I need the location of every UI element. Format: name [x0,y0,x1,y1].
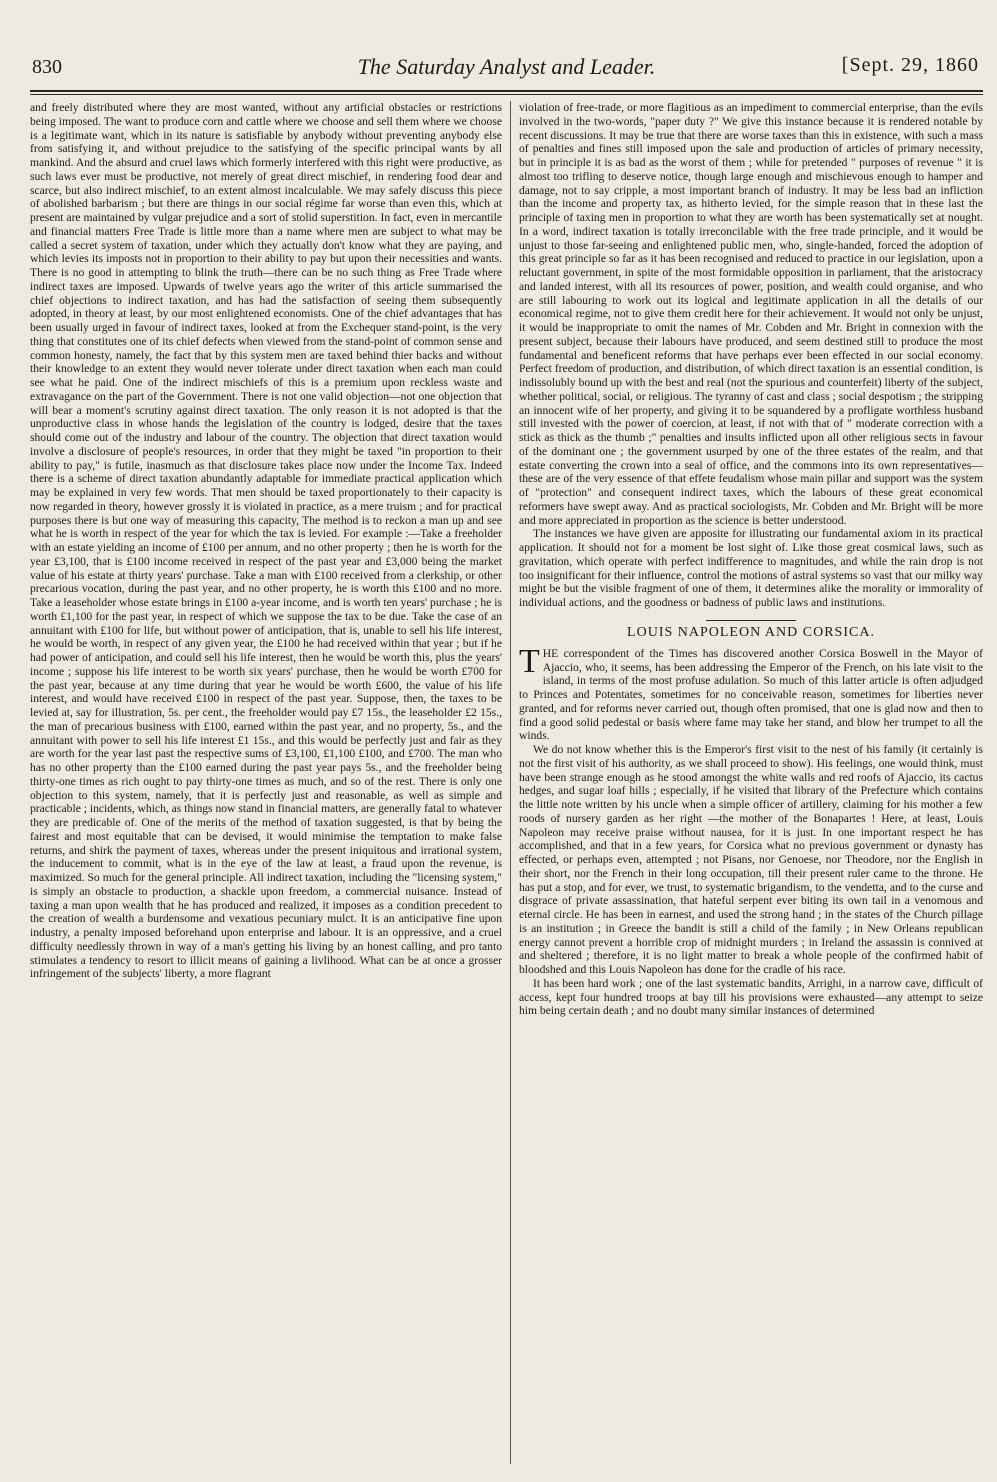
left-paragraph-1: and freely distributed where they are most wanted, without any artificial obstacles or restrictions being imposed. The want to produce corn and cattle where we choose and sell them where we choose is a legitimate want, which in its nature is satisfiable by anybody without preventing anybody else from satisfying it, and without prejudice to the satisfying of the specific principal wants by all mankind. And the absurd and cruel laws which formerly interfered with this right were productive, as such laws ever must be productive, not merely of great direct mischief, in rendering food dear and scarce, but also indirect mischief, to an extent almost incalculable. We may safely discuss this piece of abolished barbarism ; but there are things in our social régime far worse than even this, which at present are maintained by vulgar prejudice and a sort of stolid superstition. In fact, even in mercantile and financial matters Free Trade is little more than a name where men are subject to what may be called a secret system of taxation, under which they actually don't know what they are paying, and which levies its imposts not in proportion to their ability to pay but upon their necessities and wants. There is no good in attempting to blink the truth—there can be no such thing as Free Trade where indirect taxes are imposed. Upwards of twelve years ago the writer of this article summarised the chief objections to indirect taxation, and has had the satisfaction of seeing them subsequently adopted, in theory at least, by our most enlightened economists. One of the chief advantages that has been usually urged in favour of indirect taxes, looked at from the Exchequer stand-point, is the very thing that constitutes one of its chief defects when viewed from the stand-point of common sense and common honesty, namely, the fact that by this system men are taxed behind thier backs and without their knowledge to an extent they would never tolerate under direct taxation when each man could see what he paid. One of the indirect mischiefs of this is a premium upon reckless waste and extravagance on the part of the Government. There is not one valid objection—not one objection that will bear a moment's scrutiny against direct taxation. The only reason it is not adopted is that the unproductive class in whose hands the legislation of the country is lodged, desire that the taxes should come out of the industry and labour of the country. The objection that direct taxation would involve a disclosure of people's resources, in order that they might be taxed "in proportion to their ability to pay," is futile, inasmuch as that disclosure takes place now under the Income Tax. Indeed there is a scheme of direct taxation abundantly adaptable for immediate practical application which may be explained in very few words. That men should be taxed proportionately to their capacity is now regarded in theory, however grossly it is violated in practice, as a mere truism ; and for practical purposes there is but one way of measuring this capacity, The method is to reckon a man up and see what he is worth in respect of the year for which the tax is levied. For example :—Take a freeholder with an estate yielding an income of £100 per annum, and no other property ; then he is worth for the year £3,100, that is £100 income received in respect of the past year and £3,000 being the market value of his estate at thirty years' purchase. Take a man with £100 received from a clerkship, or other precarious vocation, during the past year, and no other property, he is worth this £100 and no more. Take a leaseholder whose estate brings in £100 a-year income, and is worth ten years' purchase ; he is worth £1,100 for the past year, in respect of which we suppose the tax to be due. Take the case of an annuitant with £100 for life, but without power of anticipation, that is, unable to sell his life interest, he would be worth, in respect of any given year, the £100 he had received within that year ; but if he had power of anticipation, and could sell his life interest, then he would be worth this, plus the years' income ; suppose his life interest to be worth six years' purchase, then he would be worth £700 for the past year, because at any time during that year he would be worth £600, the value of his life interest, and would have received £100 in respect of the past year. Suppose, then, the taxes to be levied at, say for illustration, 5s. per cent., the freeholder would pay £7 15s., the leaseholder £2 15s., the man of precarious business with £100, earned within the past year, and no property, 5s., and the annuitant with power to sell his life interest £1 15s., and this would be perfectly just and fair as they are worth for the year last past the respective sums of £3,100, £1,100 £100, and £700. The man who has no other property than the £100 earned during the past year pays 5s., and the freeholder being thirty-one times as rich ought to pay thirty-one times as much, and so of the rest. There is only one objection to this system, namely, that it is perfectly just and reasonable, as well as simple and practicable ; incidents, which, as things now stand in financial matters, are generally fatal to whatever they are predicable of. One of the merits of the method of taxation suggested, is that by being the fairest and most equitable that can be devised, it would minimise the temptation to make false returns, and shirk the payment of taxes, whereas under the present iniquitous and irrational system, the inducement to commit, what is in the eye of the law at least, a fraud upon the revenue, is maximized. So much for the general principle. All indirect taxation, including the "licensing system," is simply an obstacle to production, a shackle upon freedom, a commercial nuisance. Instead of taxing a man upon wealth that he has produced and realized, it imposes as a condition precedent to the creation of wealth a burdensome and vexatious pecuniary mulct. It is an anticipative fine upon industry, a penalty imposed beforehand upon enterprise and labour. It is an oppressive, and a cruel difficulty needlessly thrown in way of a man's getting his living by an honest calling, and pro tanto stimulates a tendency to resort to illicit means of gaining a livlihood. What can be at once a grosser infringement of the subjects' liberty, a more flagrant [30,101,502,981]
article-paragraph-1-text: HE correspondent of the Times has discovered another Corsica Boswell in the Mayor of Ajaccio, who, it seems, has been addressing the Emperor of the French, on his late visit to the island, in terms of the most profuse adulation. So much of this latter article is often adjudged to Princes and Potentates, sometimes for no conceivable reason, sometimes for liberties never granted, and for reforms never carried out, though often promised, that one is glad now and then to find a good solid pedestal or basis where fame may take her stand, and blow her trumpet to all the winds. [519,646,983,743]
right-column [519,101,983,1464]
header-rule [30,90,983,95]
drop-cap: T [519,642,540,680]
article-paragraph-2: We do not know whether this is the Emperor's first visit to the nest of his family (it certainly is not the first visit of his authority, as we shall proceed to show). His feelings, one would think, must have been strange enough as he stood amongst the white walls and red roofs of Ajaccio, its cactus hedges, and sugar loaf hills ; especially, if he visited that library of the Prefecture which contains the little note written by his uncle when a simple officer of artillery, claiming for his mother a few roods of nursery garden as her right —the mother of the Bonapartes ! Here, at least, Louis Napoleon may receive praise without nausea, for it is just. In one important respect he has accomplished, and that in a few years, for Corsica what no previous government or dynasty has effected, or perhaps even, attempted ; not Pisans, nor Genoese, nor Theodore, nor the English in their short, nor the French in their long occupation, till their present ruler came to the throne. He has put a stop, and for ever, we trust, to systematic brigandism, to the vendetta, and to the curse and disgrace of private assassination, that hateful serpent ever biting its own tail in a venomous and eternal circle. He has been in earnest, and used the strong hand ; in the states of the Church pillage is an institution ; in Greece the bandit is still a child of the family ; in New Orleans republican energy cannot prevent a horrible crop of midnight murders ; in Ireland the assassin is connived at and sheltered ; therefore, it is no light matter to break a whole people of the confirmed habit of bloodshed and this Louis Napoleon has done for the cradle of his race. [519,743,983,976]
publication-title: The Saturday Analyst and Leader. [357,54,656,79]
text-columns [30,101,983,1464]
article-separator [706,620,796,621]
article-heading: LOUIS NAPOLEON AND CORSICA. [627,624,875,640]
page-number: 830 [32,56,62,78]
issue-date: [Sept. 29, 1860 [841,54,979,76]
left-column [30,101,502,1464]
article-paragraph-1 [519,642,983,743]
column-divider [510,101,511,1464]
right-paragraph-2: The instances we have given are apposite for illustrating our fundamental axiom in its practical application. It should not for a moment be lost sight of. Like those great cosmical laws, such as gravitation, which operate with perfect indifference to magnitudes, and while the rain drop is not too insignificant for their influence, control the motions of astral systems so vast that our milky way might be but the visible fragment of one of them, it determines alike the morality or immorality of individual actions, and the goodness or badness of public laws and institutions. [519,527,983,609]
article-paragraph-3: It has been hard work ; one of the last systematic bandits, Arrighi, in a narrow cave, difficult of access, kept four hundred troops at bay till his provisions were exhausted—any attempt to seize him being certain death ; and no doubt many similar instances of determined [519,976,983,1018]
right-paragraph-1: violation of free-trade, or more flagitious as an impediment to commercial enterprise, than the evils involved in the two-words, "paper duty ?" We give this instance because it is rendered notable by recent discussions. It may be true that there are worse taxes than this in existence, with such a mass of penalties and fines still imposed upon the sale and production of articles of primary necessity, but in principle it is as bad as the worst of them ; while for pretended " purposes of revenue " it is almost too trifling to deserve notice, though large enough and mischievous enough to hamper and damage, not to say cripple, a most important branch of industry. It may be less bad an infliction than the income and property tax, as hitherto levied, for the simple reason that in these last the principle of taxing men in proportion to what they are worth has been systematically set at nought. In a word, indirect taxation is totally irreconcilable with the free trade principle, and it would be unjust to those far-seeing and enlightened public men, who, single-handed, forced the adoption of this great principle so far as it has been recognised and reduced to practice in our legislation, upon a reluctant government, in spite of the most formidable opposition in parliament, that the aristocracy and landed interest, with all its resources of power, position, and wealth could organise, and who are still labouring to work out its logical and legitimate application in all the details of our economical regime, not to give them credit here for their achievement. It would not only be unjust, it would be inappropriate to omit the names of Mr. Cobden and Mr. Bright in connexion with the present subject, because their labours have produced, and seem destined still to produce the most fundamental and beneficent reforms that have perhaps ever been effected in our social economy. Perfect freedom of production, and distribution, of which direct taxation is an essential condition, is indissolubly bound up with the best and real (not the spurious and counterfeit) liberty of the subject, whether political, social, or religious. The tyranny of cast and class ; social despotism ; the stripping an innocent wife of her property, and giving it to be squandered by a profligate worthless husband still invested with the power of coercion, at least, if not with that of " moderate correction with a stick as thick as the thumb ;" penalties and insults inflicted upon all other religious sects in favour of the dominant one ; the government usurped by one of the three estates of the realm, and that estate converting the crown into a seal of office, and the commons into its own representatives—these are of the very essence of that effete feudalism whose main pillar and support was the system of "protection" and consequent indirect taxes, which the labours of these great economical reformers have swept away. And as practical sociologists, Mr. Cobden and Mr. Bright will be more and more appreciated in proportion as the science is better understood. [519,101,983,527]
page-header [30,48,983,84]
